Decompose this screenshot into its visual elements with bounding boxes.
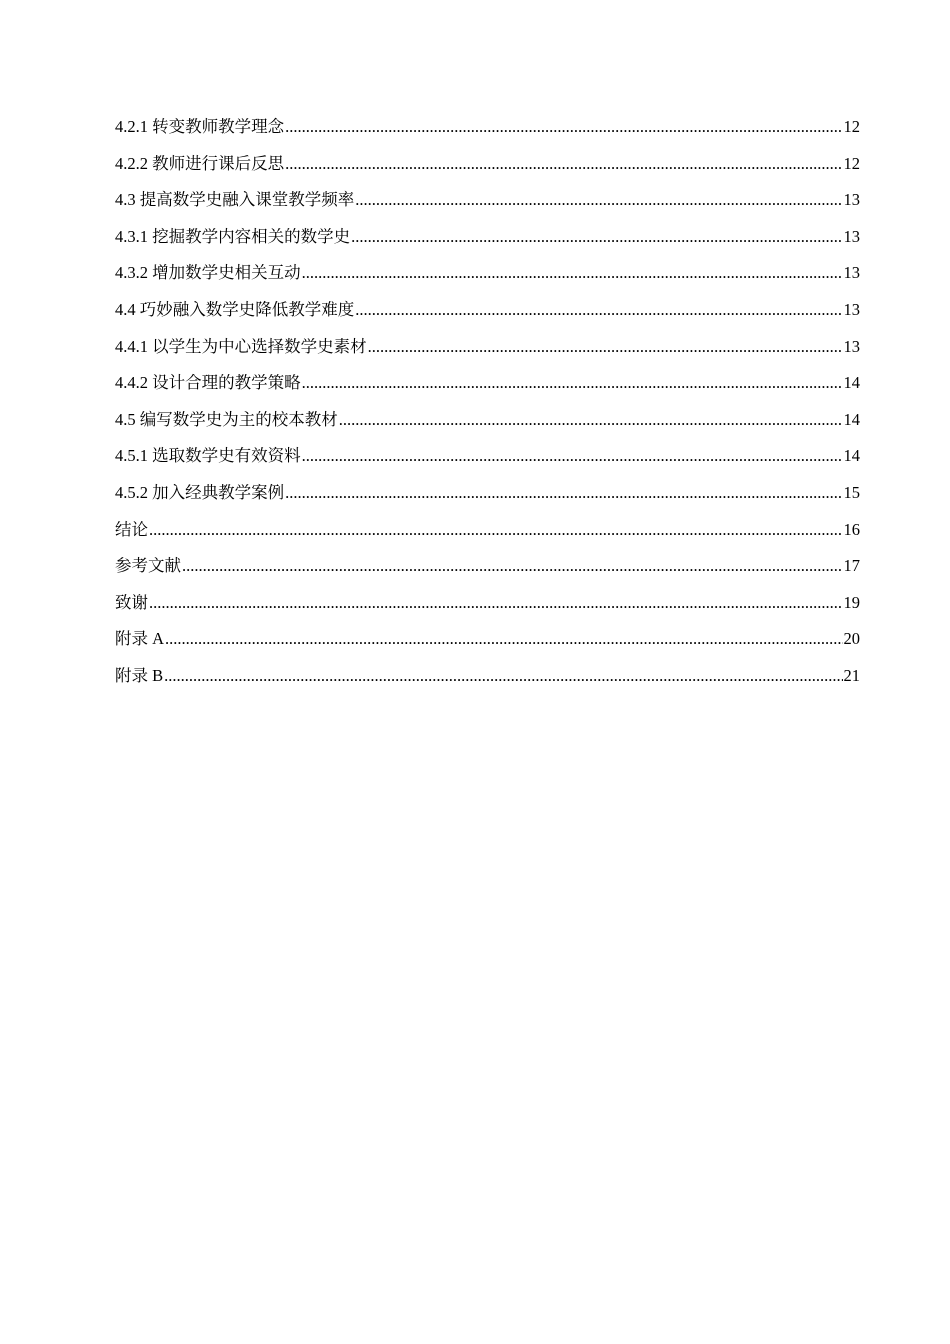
toc-entry-title: 结论: [115, 519, 148, 539]
toc-entry: [115, 186, 860, 223]
toc-entry-page: 14: [843, 409, 860, 429]
toc-entry-title: 4.3.2 增加数学史相关互动: [115, 263, 301, 283]
toc-dot-leader: [165, 625, 842, 653]
toc-entry-title: 致谢: [115, 592, 148, 612]
toc-dot-leader: [182, 552, 843, 580]
toc-dot-leader: [368, 333, 843, 361]
toc-dot-leader: [149, 516, 843, 544]
toc-entry-page: 19: [843, 592, 860, 612]
toc-entry-title: 附录 B: [115, 665, 164, 685]
toc-entry-page: 13: [843, 263, 860, 283]
toc-entry-title: 4.2.2 教师进行课后反思: [115, 153, 285, 173]
toc-dot-leader: [164, 662, 842, 690]
toc-entry: [115, 333, 860, 370]
toc-dot-leader: [355, 186, 842, 214]
toc-entry-title: 4.3 提高数学史融入课堂教学频率: [115, 190, 355, 210]
toc-entry-page: 15: [843, 482, 860, 502]
toc-entry-page: 12: [843, 153, 860, 173]
toc-entry-title: 4.4.2 设计合理的教学策略: [115, 373, 301, 393]
toc-entry: [115, 296, 860, 333]
toc-entry-page: 17: [843, 556, 860, 576]
toc-entry: [115, 479, 860, 516]
toc-dot-leader: [302, 369, 843, 397]
toc-entry-page: 16: [843, 519, 860, 539]
toc-entry: [115, 516, 860, 553]
toc-entry: [115, 589, 860, 626]
toc-dot-leader: [149, 589, 843, 617]
toc-dot-leader: [285, 150, 842, 178]
toc-dot-leader: [302, 259, 843, 287]
toc-entry-page: 13: [843, 226, 860, 246]
toc-entry: [115, 442, 860, 479]
toc-dot-leader: [285, 479, 842, 507]
toc-dot-leader: [339, 406, 843, 434]
toc-entry-title: 4.4 巧妙融入数学史降低教学难度: [115, 299, 355, 319]
toc-entry-page: 13: [843, 336, 860, 356]
toc-entry-page: 14: [843, 446, 860, 466]
toc-entry-page: 14: [843, 373, 860, 393]
toc-dot-leader: [285, 113, 842, 141]
toc-entry: [115, 259, 860, 296]
table-of-contents: [115, 113, 860, 699]
toc-dot-leader: [351, 223, 842, 251]
toc-entry-title: 4.4.1 以学生为中心选择数学史素材: [115, 336, 367, 356]
toc-entry: [115, 369, 860, 406]
toc-entry-page: 13: [843, 190, 860, 210]
toc-entry-page: 12: [843, 117, 860, 136]
toc-entry-page: 13: [843, 299, 860, 319]
toc-dot-leader: [355, 296, 842, 324]
toc-entry-page: 21: [843, 665, 860, 685]
toc-entry-title: 4.5 编写数学史为主的校本教材: [115, 409, 338, 429]
toc-entry-title: 4.5.2 加入经典教学案例: [115, 482, 285, 502]
toc-entry: [115, 625, 860, 662]
toc-entry-title: 参考文献: [115, 556, 181, 576]
toc-entry-title: 4.3.1 挖掘教学内容相关的数学史: [115, 226, 351, 246]
toc-entry: [115, 406, 860, 443]
toc-entry: [115, 113, 860, 150]
toc-dot-leader: [302, 442, 843, 470]
toc-entry-title: 4.2.1 转变教师教学理念: [115, 117, 285, 136]
toc-entry-page: 20: [843, 629, 860, 649]
toc-entry: [115, 552, 860, 589]
toc-entry: [115, 150, 860, 187]
toc-entry-title: 附录 A: [115, 629, 165, 649]
toc-entry: [115, 223, 860, 260]
toc-entry-title: 4.5.1 选取数学史有效资料: [115, 446, 301, 466]
toc-entry: [115, 662, 860, 699]
